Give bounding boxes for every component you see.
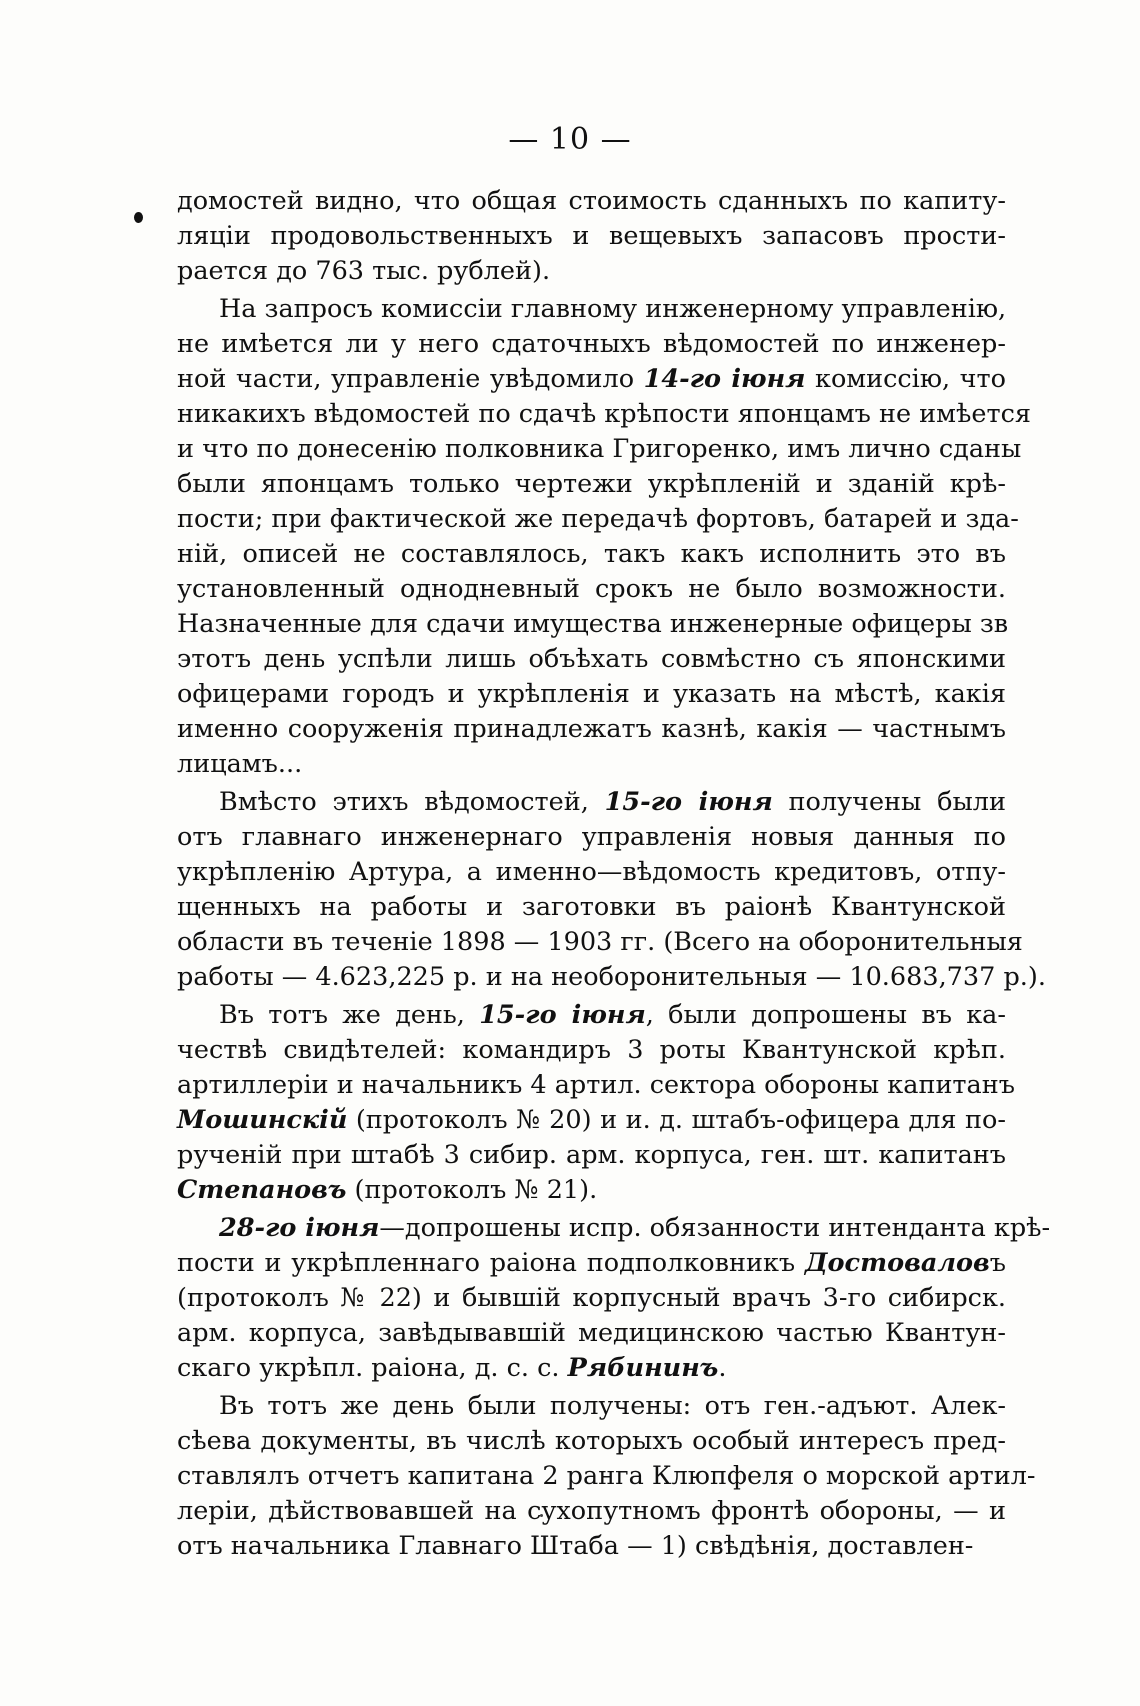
- text-line: [177, 1351, 1006, 1386]
- text-line: [177, 432, 1022, 467]
- text-line: [177, 1459, 1036, 1494]
- text-run: Въ тотъ же день были получены: отъ ген.-адъют. Алек-: [219, 1391, 1006, 1421]
- text-line: [177, 1281, 1006, 1316]
- emphasized-text: Мошинскій: [177, 1105, 348, 1135]
- text-run: лицамъ...: [177, 749, 303, 779]
- text-run: работы — 4.623,225 р. и на необоронительныя — 10.683,737 р.).: [177, 962, 1046, 992]
- text-line: [177, 1068, 1015, 1103]
- emphasized-text: 15-го іюня: [604, 787, 773, 817]
- text-line: [177, 467, 1006, 502]
- text-run: никакихъ вѣдомостей по сдачѣ крѣпости японцамъ не имѣется: [177, 399, 1031, 429]
- text-line: [177, 607, 1009, 642]
- text-run: установленный однодневный срокъ не было возможности.: [177, 574, 1006, 604]
- text-run: На запросъ комиссіи главному инженерному управленію,: [219, 294, 1007, 324]
- text-run: получены были: [772, 787, 1006, 817]
- text-run: рученій при штабѣ 3 сибир. арм. корпуса, ген. шт. капитанъ: [177, 1140, 1006, 1170]
- emphasized-text: 28-го іюня: [219, 1213, 380, 1243]
- text-run: , были допрошены въ ка-: [645, 1000, 1006, 1030]
- text-run: укрѣпленію Артура, а именно—вѣдомость кредитовъ, отпу-: [177, 857, 1006, 887]
- text-line: [177, 855, 1006, 890]
- text-run: домостей видно, что общая стоимость сданныхъ по капиту-: [177, 186, 1006, 216]
- text-line: [177, 537, 1006, 572]
- text-run: отъ начальника Главнаго Штаба — 1) свѣдѣнія, доставлен-: [177, 1531, 974, 1561]
- paragraph: [177, 1389, 1036, 1564]
- text-line: [177, 1494, 1006, 1529]
- text-line: [177, 184, 1006, 219]
- text-run: были японцамъ только чертежи укрѣпленій и зданій крѣ-: [177, 469, 1006, 499]
- text-line: [177, 292, 1006, 327]
- text-run: отъ главнаго инженернаго управленія новыя данныя по: [177, 822, 1006, 852]
- paragraph: [177, 292, 1031, 782]
- text-line: [177, 362, 1006, 397]
- text-line: [177, 327, 1006, 362]
- text-run: не имѣется ли у него сдаточныхъ вѣдомостей по инженер-: [177, 329, 1006, 359]
- body-text: [177, 184, 1051, 1564]
- text-run: Въ тотъ же день,: [219, 1000, 480, 1030]
- text-run: рается до 763 тыс. рублей).: [177, 256, 551, 286]
- text-run: арм. корпуса, завѣдывавшій медицинскою частью Квантун-: [177, 1318, 1006, 1348]
- text-run: сѣева документы, въ числѣ которыхъ особый интересъ пред-: [177, 1426, 1006, 1456]
- text-run: артиллеріи и начальникъ 4 артил. сектора обороны капитанъ: [177, 1070, 1015, 1100]
- text-run: этотъ день успѣли лишь объѣхать совмѣстно съ японскими: [177, 644, 1006, 674]
- text-line: [177, 254, 1006, 289]
- paragraph: [177, 184, 1006, 289]
- text-line: [177, 1138, 1006, 1173]
- text-line: [177, 1389, 1006, 1424]
- text-line: [177, 712, 1006, 747]
- text-line: [177, 1103, 1006, 1138]
- paragraph: [177, 998, 1015, 1208]
- text-run: офицерами городъ и укрѣпленія и указать на мѣстѣ, какія: [177, 679, 1006, 709]
- text-run: Вмѣсто этихъ вѣдомостей,: [219, 787, 605, 817]
- page-number: — 10 —: [508, 122, 632, 157]
- text-run: и что по донесенію полковника Григоренко, имъ лично сданы: [177, 434, 1022, 464]
- text-line: [177, 1529, 1006, 1564]
- text-run: —допрошены испр. обязанности интенданта крѣ-: [379, 1213, 1051, 1243]
- text-line: [177, 785, 1006, 820]
- text-run: (протоколъ № 20) и и. д. штабъ-офицера для по-: [347, 1105, 1006, 1135]
- text-run: пости; при фактической же передачѣ фортовъ, батарей и зда-: [177, 504, 1019, 534]
- text-run: ъ: [989, 1248, 1006, 1278]
- text-run: скаго укрѣпл. раіона, д. с. с.: [177, 1353, 568, 1383]
- text-line: [177, 1173, 1006, 1208]
- text-line: [177, 397, 1031, 432]
- text-run: леріи, дѣйствовавшей на сухопутномъ фронтѣ обороны, — и: [177, 1496, 1006, 1526]
- text-line: [177, 1211, 1051, 1246]
- text-run: (протоколъ № 22) и бывшій корпусный врачъ 3-го сибирск.: [177, 1283, 1006, 1313]
- text-run: пости и укрѣпленнаго раіона подполковникъ: [177, 1248, 805, 1278]
- paragraph: [177, 1211, 1051, 1386]
- text-line: [177, 1316, 1006, 1351]
- text-run: .: [718, 1353, 727, 1383]
- text-run: ной части, управленіе увѣдомило: [177, 364, 644, 394]
- text-line: [177, 502, 1019, 537]
- emphasized-text: Степановъ: [177, 1175, 347, 1205]
- text-run: ляціи продовольственныхъ и вещевыхъ запасовъ прости-: [177, 221, 1006, 251]
- text-line: [177, 1033, 1006, 1068]
- text-line: [177, 642, 1006, 677]
- emphasized-text: Достовалов: [804, 1248, 990, 1278]
- text-line: [177, 890, 1006, 925]
- text-line: [177, 925, 1023, 960]
- text-run: комиссію, что: [805, 364, 1006, 394]
- emphasized-text: 15-го іюня: [479, 1000, 646, 1030]
- emphasized-text: 14-го іюня: [643, 364, 806, 394]
- margin-bullet-mark: [134, 212, 143, 223]
- text-run: щенныхъ на работы и заготовки въ раіонѣ Квантунской: [177, 892, 1006, 922]
- text-run: чествѣ свидѣтелей: командиръ 3 роты Квантунской крѣп.: [177, 1035, 1006, 1065]
- text-line: [177, 677, 1006, 712]
- text-run: именно сооруженія принадлежатъ казнѣ, какія — частнымъ: [177, 714, 1006, 744]
- text-line: [177, 998, 1006, 1033]
- text-line: [177, 1424, 1006, 1459]
- paragraph: [177, 785, 1046, 995]
- text-run: ставлялъ отчетъ капитана 2 ранга Клюпфеля о морской артил-: [177, 1461, 1036, 1491]
- text-line: [177, 572, 1006, 607]
- text-run: области въ теченіе 1898 — 1903 гг. (Всего на оборонительныя: [177, 927, 1023, 957]
- text-line: [177, 219, 1006, 254]
- text-run: Назначенные для сдачи имущества инженерные офицеры зв: [177, 609, 1009, 639]
- text-line: [177, 960, 1046, 995]
- emphasized-text: Рябининъ: [567, 1353, 719, 1383]
- text-run: (протоколъ № 21).: [346, 1175, 598, 1205]
- text-line: [177, 820, 1006, 855]
- text-line: [177, 747, 1006, 782]
- text-run: ній, описей не составлялось, такъ какъ исполнить это въ: [177, 539, 1006, 569]
- text-line: [177, 1246, 1006, 1281]
